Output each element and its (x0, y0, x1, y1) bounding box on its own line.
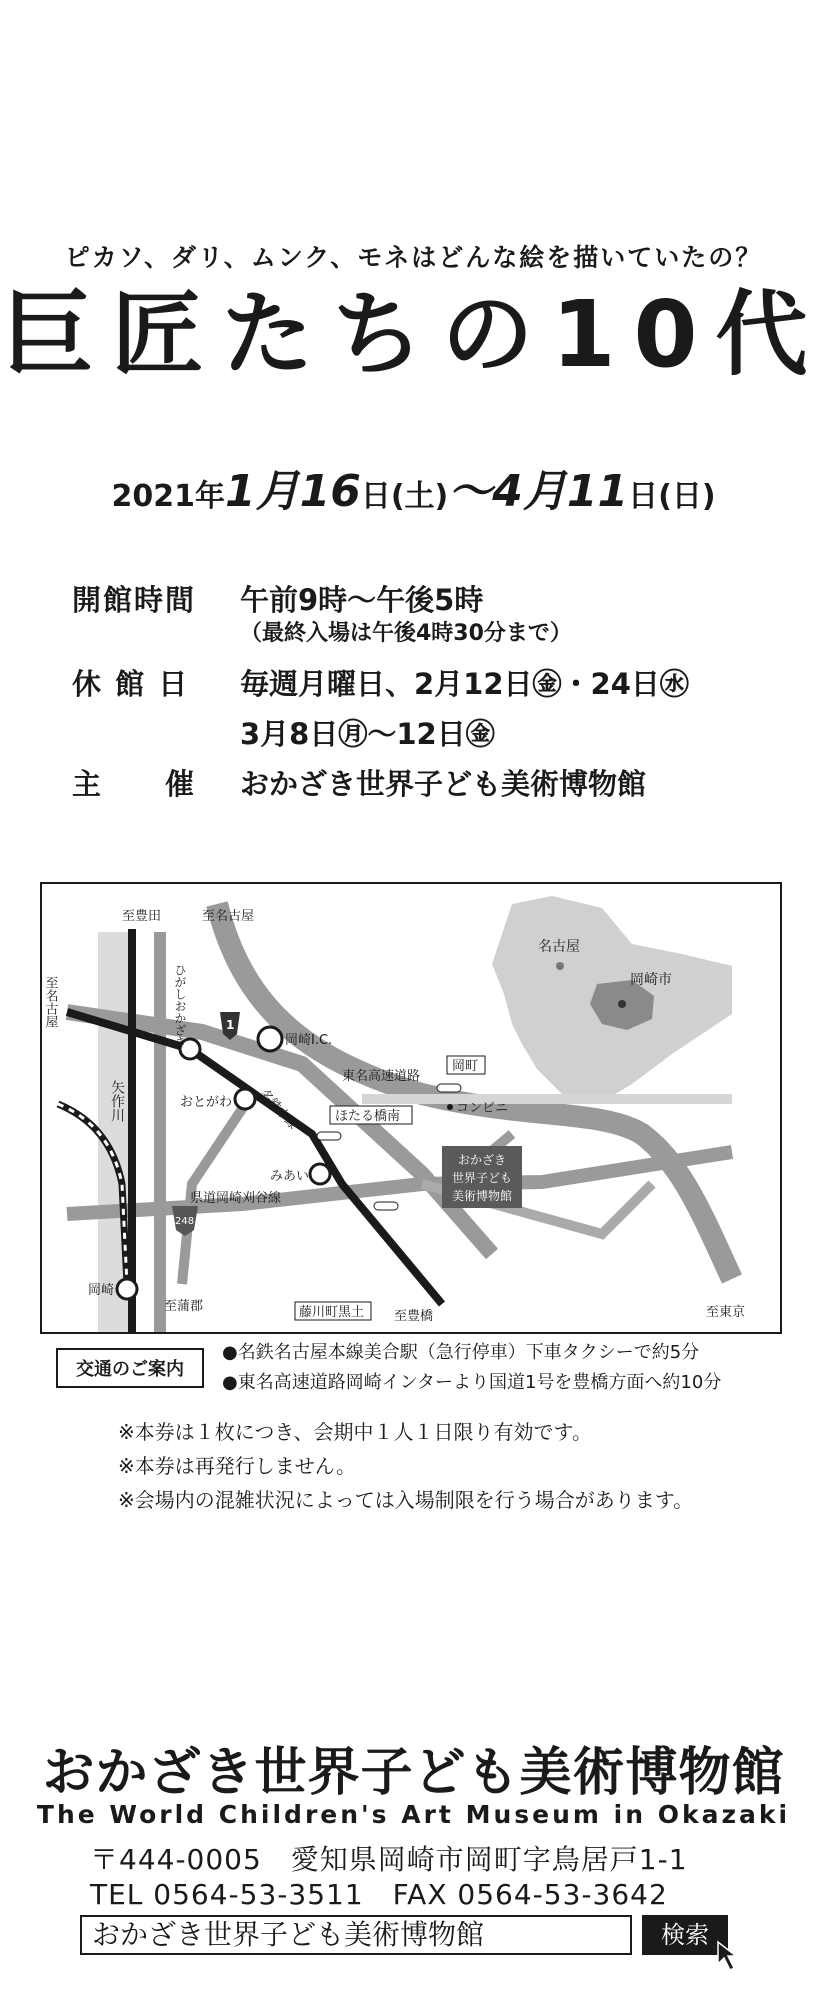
closed-value-1: 毎週月曜日、2月12日㊎・24日㊌ (240, 667, 689, 701)
to-toyohashi-label: 至豊橋 (394, 1309, 434, 1324)
end-day: 11 (566, 466, 629, 517)
meitetsu-line-label: 名鉄本線 (257, 1086, 301, 1132)
tel-fax: TEL 0564-53-3511 FAX 0564-53-3642 (90, 1878, 668, 1911)
inset-okazaki-dot (618, 1000, 626, 1008)
museum-marker-line1: おかざき (457, 1153, 507, 1167)
tomei-label: 東名高速道路 (342, 1069, 421, 1084)
day-suffix: 日 (360, 479, 391, 514)
konbini-label: コンビニ (456, 1101, 509, 1116)
hotaru-signal (317, 1132, 341, 1140)
inset-nagoya-label: 名古屋 (538, 939, 580, 955)
okacho-signal (437, 1084, 461, 1092)
museum-name-jp: おかざき世界子ども美術博物館 (42, 1743, 785, 1803)
road-diag-south (182, 1094, 252, 1284)
station-okazaki (117, 1279, 137, 1299)
to-tokyo-label: 至東京 (706, 1305, 746, 1320)
organizer-value: おかざき世界子ども美術博物館 (240, 767, 647, 801)
fujikawa-label: 藤川町黒土 (299, 1305, 365, 1320)
route248-label: 248 (175, 1216, 195, 1227)
organizer-label: 主 催 (72, 767, 197, 801)
museum-name-en: The World Children's Art Museum in Okazaki (36, 1800, 791, 1829)
month-suffix: 月 (255, 466, 300, 517)
museum-marker-line3: 美術博物館 (451, 1189, 513, 1203)
to-nagoya-left-label: 至名古屋 (42, 976, 58, 1028)
hours-value: 午前9時〜午後5時 (240, 583, 484, 617)
access-line-1: ●名鉄名古屋本線美合駅（急行停車）下車タクシーで約5分 (222, 1342, 700, 1363)
closed-value-2: 3月8日㊊〜12日㊎ (240, 717, 495, 751)
to-gamagori-label: 至蒲郡 (164, 1299, 204, 1314)
station-otogawa (235, 1089, 255, 1109)
to-toyota-label: 至豊田 (122, 909, 162, 924)
note-2: ※本券は再発行しません。 (118, 1454, 356, 1478)
inset-nagoya-dot (556, 962, 564, 970)
konbini-dot (447, 1104, 453, 1110)
station-miai (310, 1164, 330, 1184)
note-1: ※本券は１枚につき、会期中１人１日限り有効です。 (118, 1420, 592, 1444)
start-weekday: (土) (390, 479, 449, 514)
access-line-2: ●東名高速道路岡崎インターより国道1号を豊橋方面へ約10分 (222, 1372, 722, 1393)
start-year: 2021 (111, 479, 195, 514)
end-month-suffix: 月 (522, 466, 567, 517)
access-map (40, 882, 782, 1334)
date-tilde: 〜 (448, 466, 493, 517)
closed-label: 休 館 日 (72, 667, 190, 701)
otogawa-label: おとがわ (180, 1095, 233, 1110)
higashiokazaki-label: ひがしおかざき (173, 964, 187, 1048)
okazaki-ic-marker (258, 1027, 282, 1051)
start-month: 1 (224, 466, 256, 517)
hours-label: 開館時間 (72, 583, 197, 617)
okazaki-ic-label: 岡崎I.C. (285, 1033, 333, 1048)
cursor-arrow-icon (716, 1940, 746, 1974)
search-box: おかざき世界子ども美術博物館 (80, 1915, 632, 1955)
note-3: ※会場内の混雑状況によっては入場制限を行う場合があります。 (118, 1488, 694, 1512)
okacho-label: 岡町 (452, 1059, 479, 1074)
start-day: 16 (299, 466, 361, 517)
hours-note: （最終入場は午後4時30分まで） (240, 621, 572, 646)
inset-okazaki-label: 岡崎市 (630, 972, 672, 988)
address: 〒444-0005 愛知県岡崎市岡町字鳥居戸1-1 (90, 1843, 688, 1876)
end-month: 4 (492, 466, 523, 517)
kendo-label: 県道岡崎刈谷線 (190, 1191, 282, 1206)
map-svg (42, 884, 780, 1332)
fujikawa-signal (374, 1202, 398, 1210)
miai-label: みあい (270, 1169, 310, 1184)
tagline: ピカソ、ダリ、ムンク、モネはどんな絵を描いていたの？ (64, 243, 763, 272)
exhibition-title: 巨匠たちの10代 (1, 281, 826, 388)
year-suffix: 年 (194, 479, 225, 514)
route1-label: 1 (226, 1018, 235, 1032)
exhibition-dates (0, 455, 827, 519)
access-label: 交通のご案内 (56, 1348, 204, 1388)
okazaki-station-label: 岡崎 (88, 1283, 115, 1298)
yahagi-river-label: 矢作川 (109, 1080, 125, 1122)
museum-marker-line2: 世界子ども (451, 1171, 513, 1185)
search-button: 検索 (642, 1915, 728, 1955)
hotaru-label: ほたる橋南 (335, 1109, 401, 1124)
end-weekday: (日) (658, 479, 716, 514)
end-day-suffix: 日 (628, 479, 659, 514)
to-nagoya-top-label: 至名古屋 (202, 909, 255, 924)
